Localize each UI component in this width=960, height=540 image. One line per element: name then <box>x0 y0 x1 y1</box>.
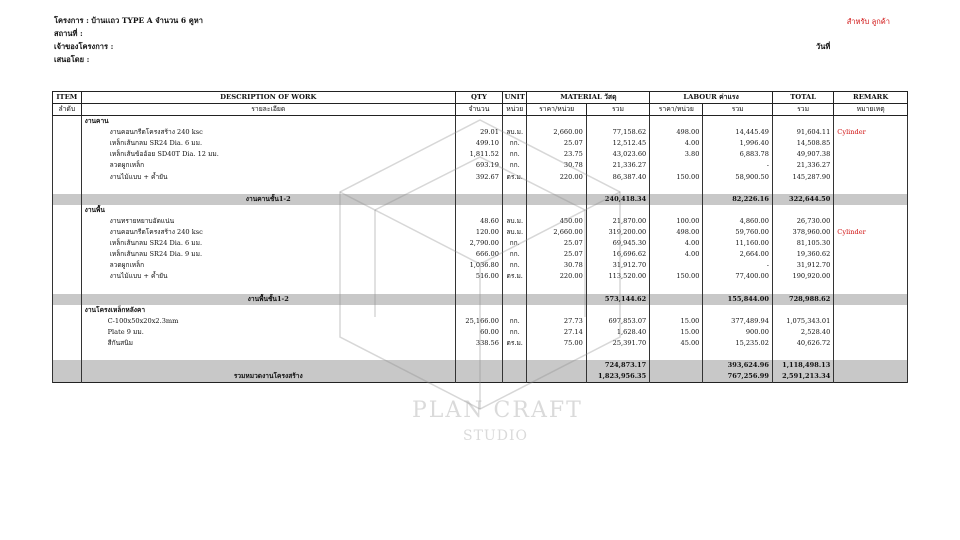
table-row <box>53 249 908 260</box>
desc-cell: เหล็กเส้นกลม SR24 Dia. 9 มม. <box>81 249 455 260</box>
mat-total-cell: 21,870.00 <box>586 216 649 227</box>
total-cell: 19,360.62 <box>772 249 833 260</box>
total-cell: 2,591,213.34 <box>772 371 833 383</box>
lab-total-cell: 6,883.78 <box>703 149 773 160</box>
item-cell <box>53 305 82 316</box>
lab-total-cell: - <box>703 260 773 271</box>
total-cell: 31,912.70 <box>772 260 833 271</box>
lab-total-cell: 59,760.00 <box>703 227 773 238</box>
unit-cell: ลบ.ม. <box>502 216 527 227</box>
remark-cell <box>834 294 908 305</box>
mat-total-cell: 86,387.40 <box>586 171 649 182</box>
proposer-line <box>54 55 89 65</box>
remark-cell <box>834 138 908 149</box>
location-label: สถานที่ : <box>54 29 83 38</box>
unit-cell: ตร.ม. <box>502 338 527 349</box>
empty-cell <box>53 349 82 360</box>
grand-total-row <box>53 371 908 383</box>
lab-price-cell <box>650 160 703 171</box>
item-cell <box>53 149 82 160</box>
unit-cell: กก. <box>502 260 527 271</box>
desc-cell: ลวดผูกเหล็ก <box>81 260 455 271</box>
empty-cell <box>772 205 833 216</box>
table-row <box>53 216 908 227</box>
total-cell: 21,336.27 <box>772 160 833 171</box>
qty-cell: 60.00 <box>455 327 502 338</box>
subtotal-row <box>53 360 908 371</box>
remark-cell <box>834 260 908 271</box>
lab-price-cell: 4.00 <box>650 249 703 260</box>
blank-row <box>53 282 908 293</box>
unit-cell: กก. <box>502 149 527 160</box>
unit-cell: กก. <box>502 160 527 171</box>
desc-cell: งานไม้แบบ + ค้ำยัน <box>81 271 455 282</box>
mat-price-cell: 25.07 <box>527 249 586 260</box>
remark-cell <box>834 371 908 383</box>
col-lab-total: รวม <box>703 104 773 116</box>
lab-price-cell <box>650 371 703 383</box>
lab-total-cell: 393,624.96 <box>703 360 773 371</box>
mat-price-cell: 2,660.00 <box>527 127 586 138</box>
empty-cell <box>455 349 502 360</box>
section-title: งานโครงเหล็กหลังคา <box>81 305 455 316</box>
lab-total-cell: 155,844.00 <box>703 294 773 305</box>
item-cell <box>53 138 82 149</box>
section-row <box>53 305 908 316</box>
remark-cell <box>834 194 908 205</box>
qty-cell: 666.00 <box>455 249 502 260</box>
item-cell <box>53 227 82 238</box>
lab-price-cell: 498.00 <box>650 127 703 138</box>
qty-cell: 1,811.52 <box>455 149 502 160</box>
empty-cell <box>703 205 773 216</box>
mat-price-cell: 220.00 <box>527 171 586 182</box>
lab-total-cell: 77,400.00 <box>703 271 773 282</box>
empty-cell <box>772 116 833 128</box>
empty-cell <box>586 305 649 316</box>
mat-price-cell <box>527 371 586 383</box>
desc-cell: งานไม้แบบ + ค้ำยัน <box>81 171 455 182</box>
empty-cell <box>834 205 908 216</box>
mat-price-cell <box>527 294 586 305</box>
empty-cell <box>703 282 773 293</box>
col-qty: QTY <box>455 92 502 104</box>
empty-cell <box>703 349 773 360</box>
total-cell: 1,118,498.13 <box>772 360 833 371</box>
empty-cell <box>834 305 908 316</box>
unit-cell: ตร.ม. <box>502 271 527 282</box>
item-cell <box>53 371 82 383</box>
table-row <box>53 138 908 149</box>
col-item-th: ลำดับ <box>53 104 82 116</box>
table-row <box>53 338 908 349</box>
empty-cell <box>703 183 773 194</box>
remark-cell: Cylinder <box>834 127 908 138</box>
empty-cell <box>502 205 527 216</box>
mat-price-cell: 30.78 <box>527 260 586 271</box>
empty-cell <box>650 116 703 128</box>
total-cell: 26,730.00 <box>772 216 833 227</box>
empty-cell <box>703 305 773 316</box>
qty-cell <box>455 194 502 205</box>
table-row <box>53 271 908 282</box>
mat-price-cell <box>527 360 586 371</box>
proposer-label: เสนอโดย : <box>54 55 90 64</box>
empty-cell <box>502 282 527 293</box>
empty-cell <box>527 183 586 194</box>
owner-label: เจ้าของโครงการ : <box>54 42 114 51</box>
col-lab-price: ราคา/หน่วย <box>650 104 703 116</box>
desc-cell: C-100x50x20x2.3mm <box>81 316 455 327</box>
watermark-subtitle: STUDIO <box>463 428 528 444</box>
mat-total-cell: 21,336.27 <box>586 160 649 171</box>
item-cell <box>53 160 82 171</box>
empty-cell <box>455 205 502 216</box>
subtotal-label: งานพื้นชั้น1-2 <box>81 294 455 305</box>
qty-cell: 48.60 <box>455 216 502 227</box>
item-cell <box>53 260 82 271</box>
qty-cell <box>455 294 502 305</box>
remark-cell <box>834 160 908 171</box>
unit-cell: กก. <box>502 249 527 260</box>
subtotal-label: รวมหมวดงานโครงสร้าง <box>81 371 455 383</box>
lab-price-cell <box>650 360 703 371</box>
total-cell: 2,528.40 <box>772 327 833 338</box>
mat-total-cell: 573,144.62 <box>586 294 649 305</box>
item-cell <box>53 171 82 182</box>
mat-price-cell: 27.73 <box>527 316 586 327</box>
lab-price-cell: 45.00 <box>650 338 703 349</box>
total-cell: 1,075,343.01 <box>772 316 833 327</box>
empty-cell <box>527 305 586 316</box>
mat-price-cell: 25.07 <box>527 238 586 249</box>
table-row <box>53 160 908 171</box>
lab-price-cell: 100.00 <box>650 216 703 227</box>
remark-cell <box>834 216 908 227</box>
mat-total-cell: 25,391.70 <box>586 338 649 349</box>
table-row <box>53 227 908 238</box>
mat-price-cell: 450.00 <box>527 216 586 227</box>
empty-cell <box>772 305 833 316</box>
empty-cell <box>772 183 833 194</box>
total-cell: 145,287.90 <box>772 171 833 182</box>
remark-cell <box>834 149 908 160</box>
item-cell <box>53 238 82 249</box>
lab-total-cell: 900.00 <box>703 327 773 338</box>
item-cell <box>53 360 82 371</box>
item-cell <box>53 127 82 138</box>
empty-cell <box>527 116 586 128</box>
empty-cell <box>455 282 502 293</box>
lab-price-cell: 150.00 <box>650 271 703 282</box>
desc-cell: งานทรายหยาบอัดแน่น <box>81 216 455 227</box>
col-qty-th: จำนวน <box>455 104 502 116</box>
empty-cell <box>703 116 773 128</box>
remark-cell <box>834 238 908 249</box>
subtotal-label: งานคานชั้น1-2 <box>81 194 455 205</box>
mat-total-cell: 12,512.45 <box>586 138 649 149</box>
lab-price-cell <box>650 194 703 205</box>
remark-cell <box>834 338 908 349</box>
col-total-th: รวม <box>772 104 833 116</box>
section-title: งานคาน <box>81 116 455 128</box>
empty-cell <box>455 183 502 194</box>
mat-price-cell: 23.75 <box>527 149 586 160</box>
lab-total-cell: 377,489.94 <box>703 316 773 327</box>
desc-cell: เหล็กเส้นกลม SR24 Dia. 6 มม. <box>81 238 455 249</box>
lab-total-cell: 4,860.00 <box>703 216 773 227</box>
item-cell <box>53 338 82 349</box>
location-line <box>54 29 83 39</box>
mat-total-cell: 69,945.30 <box>586 238 649 249</box>
unit-cell <box>502 194 527 205</box>
section-row <box>53 116 908 128</box>
for-client-label: สำหรับ ลูกค้า <box>846 17 890 26</box>
item-cell <box>53 316 82 327</box>
item-cell <box>53 205 82 216</box>
col-remark-th: หมายเหตุ <box>834 104 908 116</box>
lab-total-cell: 14,445.49 <box>703 127 773 138</box>
empty-cell <box>650 349 703 360</box>
total-cell: 322,644.50 <box>772 194 833 205</box>
lab-total-cell: 767,256.99 <box>703 371 773 383</box>
section-row <box>53 205 908 216</box>
mat-total-cell: 1,628.40 <box>586 327 649 338</box>
empty-cell <box>502 116 527 128</box>
empty-cell <box>81 282 455 293</box>
item-cell <box>53 271 82 282</box>
qty-cell: 693.19 <box>455 160 502 171</box>
qty-cell <box>455 371 502 383</box>
mat-price-cell: 2,660.00 <box>527 227 586 238</box>
table-row <box>53 171 908 182</box>
lab-price-cell <box>650 294 703 305</box>
blank-row <box>53 183 908 194</box>
empty-cell <box>586 349 649 360</box>
subtotal-label <box>81 360 455 371</box>
total-cell: 378,960.00 <box>772 227 833 238</box>
mat-total-cell: 240,418.34 <box>586 194 649 205</box>
total-cell: 91,604.11 <box>772 127 833 138</box>
col-mat-price: ราคา/หน่วย <box>527 104 586 116</box>
col-total: TOTAL <box>772 92 833 104</box>
mat-price-cell <box>527 194 586 205</box>
empty-cell <box>834 116 908 128</box>
total-cell: 40,626.72 <box>772 338 833 349</box>
qty-cell <box>455 360 502 371</box>
unit-cell <box>502 371 527 383</box>
qty-cell: 1,036.80 <box>455 260 502 271</box>
remark-cell <box>834 316 908 327</box>
lab-total-cell: 15,235.02 <box>703 338 773 349</box>
qty-cell: 2,790.00 <box>455 238 502 249</box>
unit-cell: ลบ.ม. <box>502 127 527 138</box>
mat-total-cell: 77,158.62 <box>586 127 649 138</box>
item-cell <box>53 216 82 227</box>
unit-cell: ลบ.ม. <box>502 227 527 238</box>
mat-total-cell: 697,853.07 <box>586 316 649 327</box>
project-value: บ้านเเถว TYPE A จำนวน 6 คูหา <box>91 16 203 25</box>
qty-cell: 25,166.00 <box>455 316 502 327</box>
empty-cell <box>650 282 703 293</box>
mat-price-cell: 25.07 <box>527 138 586 149</box>
empty-cell <box>527 349 586 360</box>
mat-price-cell: 30.78 <box>527 160 586 171</box>
lab-price-cell: 4.00 <box>650 238 703 249</box>
desc-cell: Plate 9 มม. <box>81 327 455 338</box>
empty-cell <box>527 282 586 293</box>
empty-cell <box>502 183 527 194</box>
total-cell: 14,508.85 <box>772 138 833 149</box>
unit-cell: กก. <box>502 316 527 327</box>
lab-price-cell <box>650 260 703 271</box>
col-unit: UNIT <box>502 92 527 104</box>
empty-cell <box>772 282 833 293</box>
empty-cell <box>502 305 527 316</box>
unit-cell <box>502 360 527 371</box>
empty-cell <box>502 349 527 360</box>
empty-cell <box>586 282 649 293</box>
desc-cell: เหล็กเส้นข้ออ้อย SD40T Dia. 12 มม. <box>81 149 455 160</box>
mat-total-cell: 1,823,956.35 <box>586 371 649 383</box>
unit-cell: กก. <box>502 138 527 149</box>
lab-price-cell: 15.00 <box>650 316 703 327</box>
table-row <box>53 127 908 138</box>
empty-cell <box>834 183 908 194</box>
empty-cell <box>650 183 703 194</box>
empty-cell <box>527 205 586 216</box>
table-row <box>53 327 908 338</box>
mat-price-cell: 75.00 <box>527 338 586 349</box>
item-cell <box>53 249 82 260</box>
empty-cell <box>650 205 703 216</box>
qty-cell: 499.10 <box>455 138 502 149</box>
lab-total-cell: 2,664.00 <box>703 249 773 260</box>
col-labour: LABOUR ค่าแรง <box>650 92 773 104</box>
col-item: ITEM <box>53 92 82 104</box>
total-cell: 81,105.30 <box>772 238 833 249</box>
total-cell: 49,907.38 <box>772 149 833 160</box>
col-unit-th: หน่วย <box>502 104 527 116</box>
mat-total-cell: 113,520.00 <box>586 271 649 282</box>
remark-cell: Cylinder <box>834 227 908 238</box>
empty-cell <box>455 305 502 316</box>
section-title: งานพื้น <box>81 205 455 216</box>
remark-cell <box>834 171 908 182</box>
table-body <box>53 116 908 383</box>
lab-total-cell: - <box>703 160 773 171</box>
unit-cell: กก. <box>502 238 527 249</box>
mat-price-cell: 220.00 <box>527 271 586 282</box>
lab-price-cell: 498.00 <box>650 227 703 238</box>
qty-cell: 120.00 <box>455 227 502 238</box>
item-cell <box>53 116 82 128</box>
project-line <box>54 16 203 26</box>
remark-cell <box>834 249 908 260</box>
empty-cell <box>53 183 82 194</box>
mat-price-cell: 27.14 <box>527 327 586 338</box>
desc-cell: เหล็กเส้นกลม SR24 Dia. 6 มม. <box>81 138 455 149</box>
table-row <box>53 316 908 327</box>
empty-cell <box>455 116 502 128</box>
empty-cell <box>834 349 908 360</box>
empty-cell <box>586 205 649 216</box>
total-cell: 190,920.00 <box>772 271 833 282</box>
desc-cell: งานคอนกรีตโครงสร้าง 240 ksc <box>81 227 455 238</box>
table-row <box>53 149 908 160</box>
remark-cell <box>834 271 908 282</box>
lab-total-cell: 1,996.40 <box>703 138 773 149</box>
desc-cell: ลวดผูกเหล็ก <box>81 160 455 171</box>
table-row <box>53 260 908 271</box>
empty-cell <box>650 305 703 316</box>
subtotal-row <box>53 294 908 305</box>
lab-total-cell: 11,160.00 <box>703 238 773 249</box>
unit-cell: กก. <box>502 327 527 338</box>
item-cell <box>53 327 82 338</box>
qty-cell: 516.00 <box>455 271 502 282</box>
mat-total-cell: 724,873.17 <box>586 360 649 371</box>
lab-total-cell: 58,900.50 <box>703 171 773 182</box>
lab-price-cell: 4.00 <box>650 138 703 149</box>
empty-cell <box>772 349 833 360</box>
mat-total-cell: 319,200.00 <box>586 227 649 238</box>
total-cell: 728,988.62 <box>772 294 833 305</box>
lab-price-cell: 150.00 <box>650 171 703 182</box>
lab-price-cell: 3.80 <box>650 149 703 160</box>
date-label: วันที่ <box>816 42 831 51</box>
owner-line <box>54 42 113 52</box>
boq-table <box>52 91 908 383</box>
table-header <box>53 92 908 116</box>
subtotal-row <box>53 194 908 205</box>
mat-total-cell: 31,912.70 <box>586 260 649 271</box>
remark-cell <box>834 327 908 338</box>
empty-cell <box>81 349 455 360</box>
empty-cell <box>834 282 908 293</box>
remark-cell <box>834 360 908 371</box>
table-row <box>53 238 908 249</box>
item-cell <box>53 294 82 305</box>
col-desc: DESCRIPTION OF WORK <box>81 92 455 104</box>
blank-row <box>53 349 908 360</box>
mat-total-cell: 43,023.60 <box>586 149 649 160</box>
unit-cell <box>502 294 527 305</box>
lab-total-cell: 82,226.16 <box>703 194 773 205</box>
col-desc-th: รายละเอียด <box>81 104 455 116</box>
col-remark: REMARK <box>834 92 908 104</box>
lab-price-cell: 15.00 <box>650 327 703 338</box>
col-material: MATERIAL วัสดุ <box>527 92 650 104</box>
qty-cell: 392.67 <box>455 171 502 182</box>
qty-cell: 29.01 <box>455 127 502 138</box>
item-cell <box>53 194 82 205</box>
mat-total-cell: 16,696.62 <box>586 249 649 260</box>
desc-cell: งานคอนกรีตโครงสร้าง 240 ksc <box>81 127 455 138</box>
desc-cell: สีกันสนิม <box>81 338 455 349</box>
unit-cell: ตร.ม. <box>502 171 527 182</box>
col-mat-total: รวม <box>586 104 649 116</box>
empty-cell <box>586 183 649 194</box>
empty-cell <box>81 183 455 194</box>
project-label: โครงการ : <box>54 16 89 25</box>
qty-cell: 338.56 <box>455 338 502 349</box>
watermark-title: PLAN CRAFT <box>412 398 583 423</box>
empty-cell <box>586 116 649 128</box>
empty-cell <box>53 282 82 293</box>
